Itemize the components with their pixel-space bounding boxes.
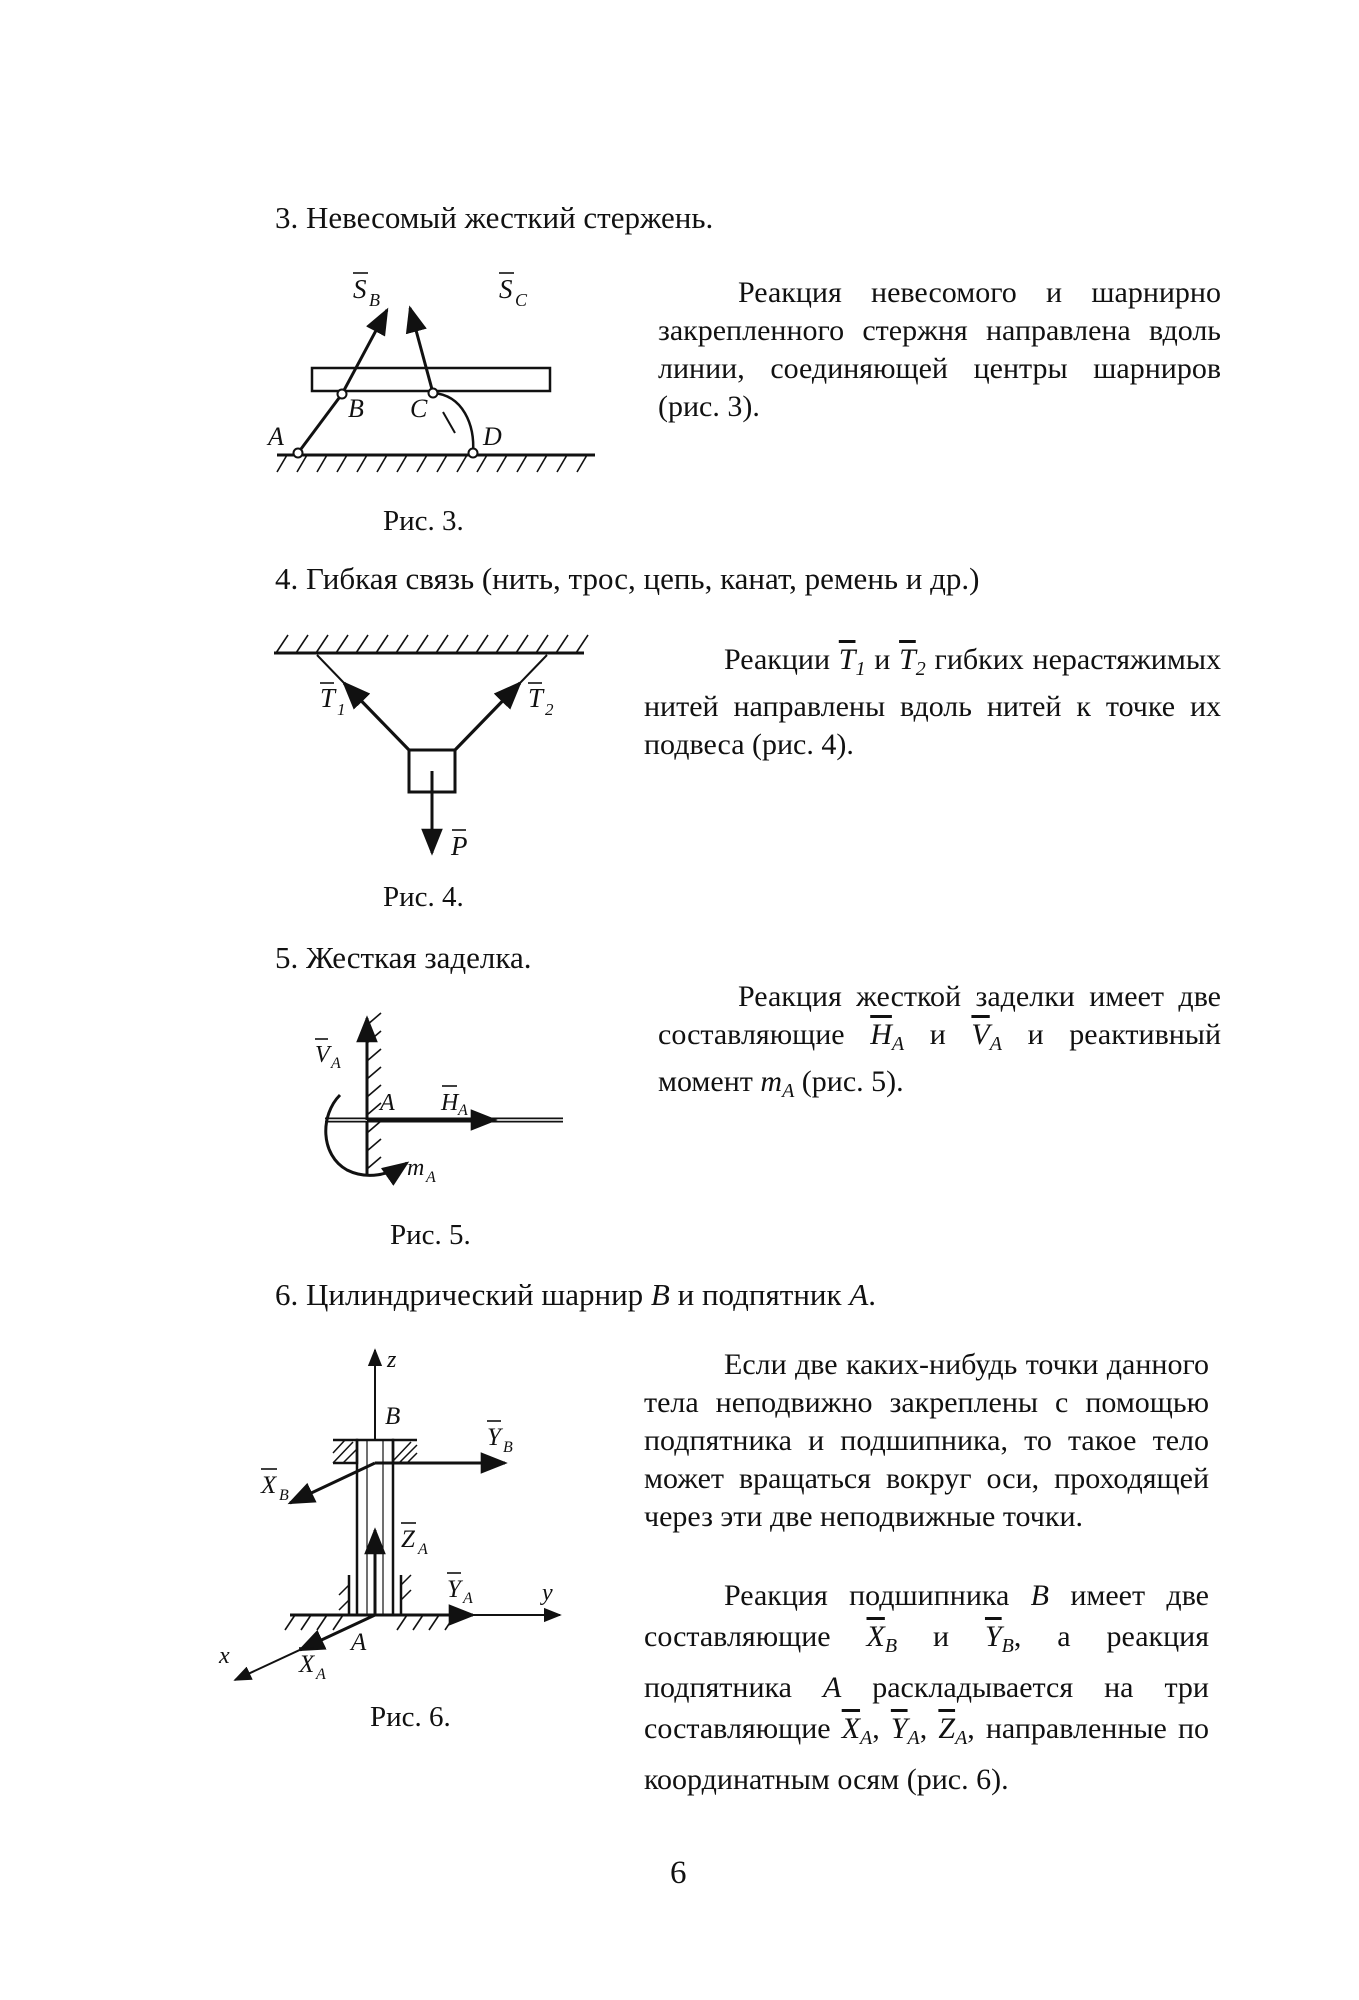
text-mA: m [760,1065,783,1098]
label-T1-sub: 1 [337,700,346,719]
label-VA: V [315,1042,330,1068]
label-XA-sub: A [316,1666,326,1683]
section-5-heading: 5. Жесткая заделка. [275,940,532,975]
label-T2: T [528,683,544,713]
section-3-text: Реакция невесомого и шарнирно закрепленного стержня направлена вдоль линии, соединяющей центры шарниров (рис. 3). [658,276,1221,423]
text-XA: $\overline{X}$ [841,1712,861,1745]
text-VA: $\overline{V}$ [971,1018,990,1051]
label-D: D [483,422,502,451]
label-z: z [387,1347,397,1373]
section-6-heading: 6. Цилиндрический шарнир B и подпятник A. [275,1277,876,1312]
label-HA-sub: A [458,1102,468,1119]
arrow-T2 [455,683,520,750]
label-XB: X [261,1472,277,1499]
text-YA: $\overline{Y}$ [890,1712,908,1745]
label-XA: X [299,1651,315,1678]
label-y: y [542,1580,553,1606]
label-ZA: Z [401,1526,415,1553]
label-B: B [348,394,364,423]
wall-hatching [367,1013,381,1169]
ground-hatching [277,455,587,472]
figure-3-rod [265,265,615,485]
hinge-B [338,390,347,399]
section-4-heading: 4. Гибкая связь (нить, трос, цепь, канат, ремень и др.) [275,561,980,596]
section-6-text-2: Реакция подшипника B имеет две составляющие $\overline{X}_B$ и $\overline{Y}_B$, а реакция подпятника A раскладывается на три составляющие $\overline{X}_A$, $\overline{Y}_A$, $\overline{Z}_A$, направленные по координатным осям (рис. 6). [644,1579,1210,1796]
label-T2-sub: 2 [545,700,554,719]
label-A: A [268,422,284,451]
dashed-CD [443,412,455,433]
section-6-text-1: Если две каких-нибудь точки данного тела неподвижно закреплены с помощью подпятника и подшипника, то такое тело может вращаться вокруг оси, проходящей через эти две неподвижные точки. [644,1348,1209,1533]
text-YB: $\overline{Y}$ [984,1620,1002,1653]
label-SC: S [499,274,513,304]
label-A: A [380,1090,395,1116]
label-ZA-sub: A [418,1541,428,1558]
ceiling-hatching [276,635,588,653]
text-HA: $\overline{H}$ [870,1018,892,1051]
label-mA: m [407,1155,425,1181]
string-2-top [520,655,547,683]
rod-AB [298,394,342,453]
figure-5-clamp [295,1010,585,1200]
label-HA: H [441,1090,459,1116]
hinge-D [469,449,478,458]
text-T2: $\overline{T}$ [899,643,916,676]
string-1-top [317,655,344,683]
label-YB: Y [487,1424,501,1451]
label-SB-sub: B [369,290,380,310]
label-x: x [219,1643,230,1669]
label-XB-sub: B [279,1487,289,1504]
figure-4-strings [262,625,602,865]
text-ZA: $\overline{Z}$ [938,1712,956,1745]
label-B: B [385,1403,401,1430]
label-SC-sub: C [515,290,528,310]
label-VA-sub: A [331,1055,341,1072]
label-YA: Y [447,1576,461,1603]
hinge-A [294,449,303,458]
rod-CD [433,393,473,453]
arrow-SB [342,310,387,394]
label-YA-sub: A [463,1590,473,1607]
figure-5-caption: Рис. 5. [390,1219,471,1251]
text-T1: $\overline{T}$ [838,643,856,676]
hinge-C [429,389,438,398]
figure-3-caption: Рис. 3. [383,505,464,537]
label-A: A [351,1629,367,1656]
label-mA-sub: A [426,1169,436,1186]
text-XB: $\overline{X}$ [866,1620,885,1653]
arrow-SC [410,308,433,393]
page-number: 6 [670,1855,687,1891]
section-4-text: Реакции $\overline{T}_1$ и $\overline{T}_2$ гибких нерастяжимых нитей направлены вдоль нитей к точке их подвеса (рис. 4). [644,643,1221,761]
figure-6-bearing [215,1345,575,1685]
figure-6-caption: Рис. 6. [370,1701,451,1733]
arrow-T1 [344,683,409,750]
label-C: C [410,394,428,423]
label-SB: S [353,274,367,304]
label-P: P [451,831,468,861]
section-5-text: Реакция жесткой заделки имеет две составляющие $\overline{H}_A$ и $\overline{V}_A$ и реактивный момент $m_A$ (рис. 5). [658,980,1222,1102]
figure-4-caption: Рис. 4. [383,881,464,913]
section-3-heading: 3. Невесомый жесткий стержень. [275,200,714,235]
label-T1: T [320,683,336,713]
label-YB-sub: B [503,1439,513,1456]
